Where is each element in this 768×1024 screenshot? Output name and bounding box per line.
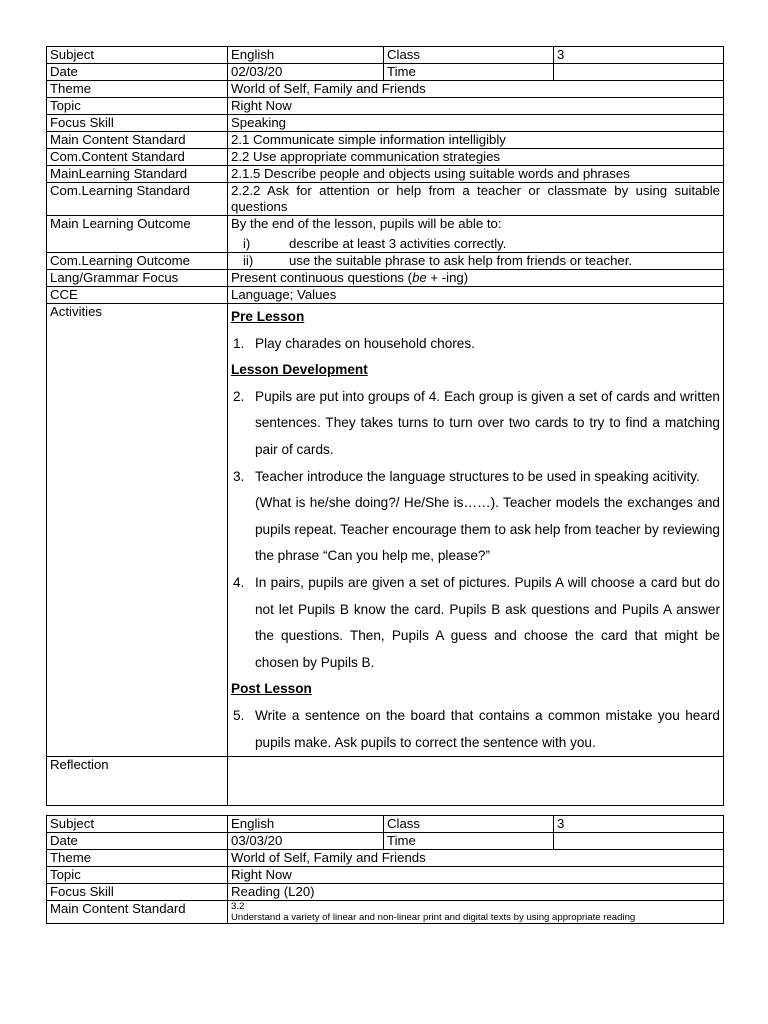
focus-skill-label: Focus Skill bbox=[47, 884, 228, 901]
activity-item bbox=[231, 384, 720, 464]
lesson-plan-table-2 bbox=[46, 815, 724, 924]
outcome-number: i) bbox=[243, 236, 251, 251]
topic-value: Right Now bbox=[228, 98, 724, 115]
reflection-value bbox=[228, 757, 724, 806]
activity-text: Play charades on household chores. bbox=[255, 335, 475, 351]
row-grammar-focus bbox=[47, 270, 724, 287]
activity-number: 3. bbox=[233, 468, 245, 484]
row-cce bbox=[47, 287, 724, 304]
grammar-text-start: Present continuous questions ( bbox=[231, 270, 413, 285]
main-content-standard-value: 2.1 Communicate simple information intelligibly bbox=[228, 132, 724, 149]
row-main-learning-outcome bbox=[47, 216, 724, 253]
grammar-focus-label: Lang/Grammar Focus bbox=[47, 270, 228, 287]
focus-skill-value: Reading (L20) bbox=[228, 884, 724, 901]
time-label: Time bbox=[384, 64, 554, 81]
row-topic bbox=[47, 867, 724, 884]
topic-label: Topic bbox=[47, 867, 228, 884]
activity-item bbox=[231, 464, 720, 491]
date-value: 02/03/20 bbox=[228, 64, 384, 81]
time-label: Time bbox=[384, 833, 554, 850]
class-label: Class bbox=[384, 816, 554, 833]
time-value bbox=[554, 833, 724, 850]
activity-item bbox=[231, 703, 720, 756]
row-main-content-standard bbox=[47, 132, 724, 149]
theme-label: Theme bbox=[47, 81, 228, 98]
cce-label: CCE bbox=[47, 287, 228, 304]
grammar-focus-value bbox=[228, 270, 724, 287]
topic-value: Right Now bbox=[228, 867, 724, 884]
subject-label: Subject bbox=[47, 47, 228, 64]
theme-label: Theme bbox=[47, 850, 228, 867]
outcome-item bbox=[231, 236, 720, 252]
subject-value: English bbox=[228, 47, 384, 64]
row-com-learning-standard bbox=[47, 183, 724, 216]
row-activities bbox=[47, 304, 724, 757]
main-learning-standard-value: 2.1.5 Describe people and objects using suitable words and phrases bbox=[228, 166, 724, 183]
main-learning-standard-label: MainLearning Standard bbox=[47, 166, 228, 183]
activities-label: Activities bbox=[47, 304, 228, 757]
com-learning-outcome-value bbox=[228, 253, 724, 270]
row-date bbox=[47, 833, 724, 850]
activity-number: 2. bbox=[233, 388, 245, 404]
activity-text: Pupils are put into groups of 4. Each group is given a set of cards and written sentences. They takes turns to turn over two cards to try to find a matching pair of cards. bbox=[255, 388, 720, 457]
main-content-standard-value bbox=[228, 901, 724, 924]
activity-continuation: (What is he/she doing?/ He/She is……). Teacher models the exchanges and pupils repeat. Teacher encourage them to ask help from teacher by reviewing the phrase “Can you help me, please?” bbox=[255, 495, 720, 564]
com-outcome-number: ii) bbox=[243, 253, 254, 268]
standard-text: Understand a variety of linear and non-linear print and digital texts by using appropriate reading bbox=[231, 912, 636, 924]
activity-text: In pairs, pupils are given a set of pictures. Pupils A will choose a card but do not let Pupils B know the card. Pupils B ask questions and Pupils A answer the questions. Then, Pupils A guess and choose the card that might be chosen by Pupils B. bbox=[255, 574, 720, 670]
main-content-standard-label: Main Content Standard bbox=[47, 132, 228, 149]
main-content-standard-label: Main Content Standard bbox=[47, 901, 228, 924]
main-learning-outcome-label: Main Learning Outcome bbox=[47, 216, 228, 253]
row-topic bbox=[47, 98, 724, 115]
row-date bbox=[47, 64, 724, 81]
class-value: 3 bbox=[554, 816, 724, 833]
row-main-learning-standard bbox=[47, 166, 724, 183]
com-content-standard-value: 2.2 Use appropriate communication strategies bbox=[228, 149, 724, 166]
row-com-learning-outcome bbox=[47, 253, 724, 270]
date-label: Date bbox=[47, 833, 228, 850]
theme-value: World of Self, Family and Friends bbox=[228, 81, 724, 98]
row-com-content-standard bbox=[47, 149, 724, 166]
focus-skill-value: Speaking bbox=[228, 115, 724, 132]
com-learning-standard-label: Com.Learning Standard bbox=[47, 183, 228, 216]
date-label: Date bbox=[47, 64, 228, 81]
lesson-plan-document bbox=[46, 46, 723, 924]
topic-label: Topic bbox=[47, 98, 228, 115]
grammar-be-italic: be bbox=[412, 270, 427, 285]
activity-text: Teacher introduce the language structures to be used in speaking acitivity. bbox=[255, 468, 700, 484]
activity-text: Write a sentence on the board that contains a common mistake you heard pupils make. Ask pupils to correct the sentence with you. bbox=[255, 707, 720, 750]
class-label: Class bbox=[384, 47, 554, 64]
focus-skill-label: Focus Skill bbox=[47, 115, 228, 132]
post-lesson-heading: Post Lesson bbox=[231, 681, 312, 697]
row-subject bbox=[47, 816, 724, 833]
standard-number: 3.2 bbox=[231, 901, 245, 913]
row-focus-skill bbox=[47, 115, 724, 132]
activity-item bbox=[231, 331, 720, 358]
time-value bbox=[554, 64, 724, 81]
date-value: 03/03/20 bbox=[228, 833, 384, 850]
com-outcome-text: use the suitable phrase to ask help from friends or teacher. bbox=[289, 253, 633, 268]
row-reflection bbox=[47, 757, 724, 806]
subject-label: Subject bbox=[47, 816, 228, 833]
activity-number: 1. bbox=[233, 335, 245, 351]
reflection-label: Reflection bbox=[47, 757, 228, 806]
com-learning-outcome-label: Com.Learning Outcome bbox=[47, 253, 228, 270]
row-focus-skill bbox=[47, 884, 724, 901]
outcome-intro: By the end of the lesson, pupils will be able to: bbox=[231, 216, 502, 231]
row-theme bbox=[47, 850, 724, 867]
class-value: 3 bbox=[554, 47, 724, 64]
cce-value: Language; Values bbox=[228, 287, 724, 304]
com-content-standard-label: Com.Content Standard bbox=[47, 149, 228, 166]
lesson-development-heading: Lesson Development bbox=[231, 362, 368, 378]
activities-content bbox=[228, 304, 724, 757]
main-learning-outcome-value bbox=[228, 216, 724, 253]
row-main-content-standard bbox=[47, 901, 724, 924]
lesson-plan-table-1 bbox=[46, 46, 724, 806]
pre-lesson-heading: Pre Lesson bbox=[231, 309, 305, 324]
row-theme bbox=[47, 81, 724, 98]
grammar-text-end: + -ing) bbox=[426, 270, 469, 285]
activity-number: 4. bbox=[233, 574, 245, 590]
subject-value: English bbox=[228, 816, 384, 833]
outcome-text: describe at least 3 activities correctly. bbox=[289, 236, 507, 251]
theme-value: World of Self, Family and Friends bbox=[228, 850, 724, 867]
row-subject bbox=[47, 47, 724, 64]
com-learning-standard-value: 2.2.2 Ask for attention or help from a teacher or classmate by using suitable questions bbox=[228, 183, 724, 216]
activity-number: 5. bbox=[233, 707, 245, 723]
activity-item bbox=[231, 570, 720, 676]
